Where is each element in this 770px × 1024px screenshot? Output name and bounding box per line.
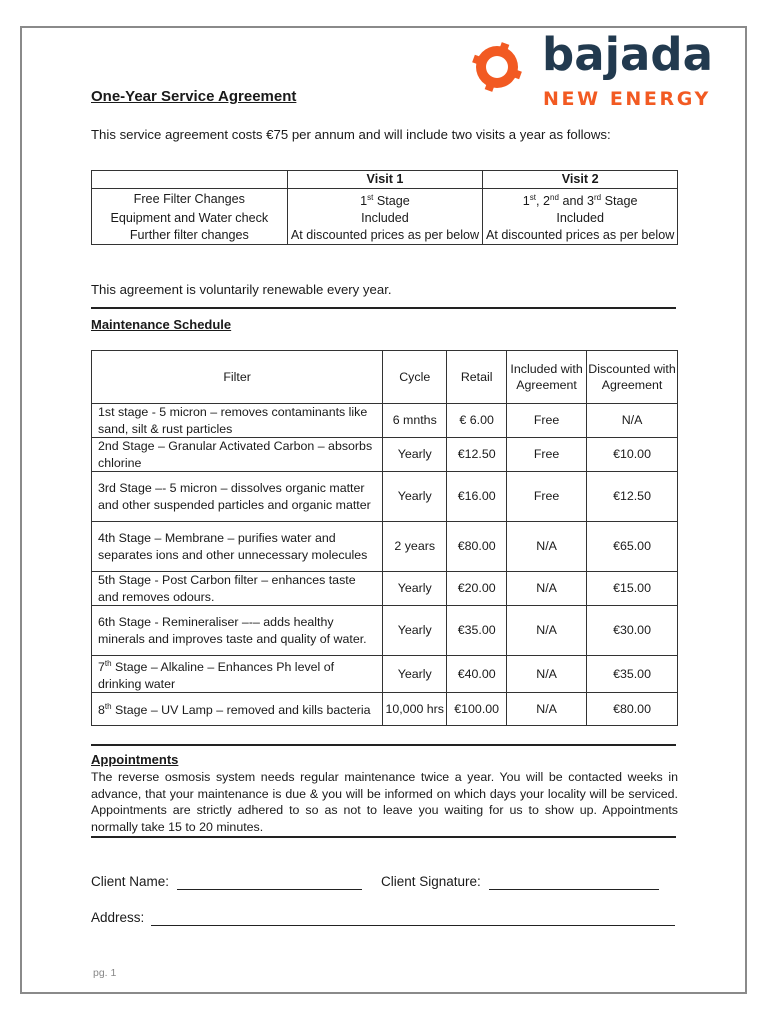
visits-header-visit2: Visit 2 — [483, 171, 678, 189]
cycle-cell: Yearly — [383, 438, 447, 472]
divider — [91, 836, 676, 838]
discounted-cell: €30.00 — [587, 606, 678, 656]
filter-description: 8th Stage – UV Lamp – removed and kills bacteria — [92, 693, 383, 726]
cycle-cell: Yearly — [383, 656, 447, 693]
filter-description: 3rd Stage –- 5 micron – dissolves organic matter and other suspended particles and organic matter — [92, 472, 383, 522]
retail-cell: €100.00 — [447, 693, 507, 726]
retail-cell: €12.50 — [447, 438, 507, 472]
included-cell: N/A — [507, 693, 587, 726]
table-row — [92, 656, 678, 693]
appointments-text: The reverse osmosis system needs regular maintenance twice a year. You will be contacted weeks in advance, that your maintenance is due & you will be informed on which days your locality will be serviced. Appointments are strictly adhered to so as not to leave you waiting for us to show up. Appointments normally take 15 to 20 minutes. — [91, 770, 678, 834]
intro-text: This service agreement costs €75 per annum and will include two visits a year as follows: — [91, 127, 611, 142]
discounted-cell: €35.00 — [587, 656, 678, 693]
visits-row-visit1: At discounted prices as per below — [287, 227, 483, 245]
included-cell: Free — [507, 438, 587, 472]
filter-description: 6th Stage - Remineraliser –-– adds healthy minerals and improves taste and quality of water. — [92, 606, 383, 656]
header-retail: Retail — [447, 351, 507, 404]
included-cell: Free — [507, 404, 587, 438]
retail-cell: €20.00 — [447, 572, 507, 606]
brand-tagline: NEW ENERGY — [543, 88, 711, 110]
discounted-cell: N/A — [587, 404, 678, 438]
filter-description: 2nd Stage – Granular Activated Carbon – absorbs chlorine — [92, 438, 383, 472]
visits-row-visit2: At discounted prices as per below — [483, 227, 678, 245]
maintenance-table — [91, 350, 678, 726]
visits-table — [91, 170, 678, 245]
visits-row — [92, 210, 678, 227]
table-row — [92, 606, 678, 656]
visits-row-visit2: 1st, 2nd and 3rd Stage — [483, 189, 678, 211]
discounted-cell: €80.00 — [587, 693, 678, 726]
renewal-note: This agreement is voluntarily renewable every year. — [91, 282, 392, 297]
retail-cell: €40.00 — [447, 656, 507, 693]
cycle-cell: 10,000 hrs — [383, 693, 447, 726]
header-included: Included with Agreement — [507, 351, 587, 404]
cycle-cell: Yearly — [383, 572, 447, 606]
visits-header-empty — [92, 171, 288, 189]
client-name-label: Client Name: — [91, 874, 170, 889]
retail-cell: € 6.00 — [447, 404, 507, 438]
table-row — [92, 404, 678, 438]
discounted-cell: €65.00 — [587, 522, 678, 572]
client-signature-field[interactable] — [489, 889, 659, 890]
filter-description: 1st stage - 5 micron – removes contaminants like sand, silt & rust particles — [92, 404, 383, 438]
header-discounted: Discounted with Agreement — [587, 351, 678, 404]
page-number: pg. 1 — [93, 967, 117, 979]
cycle-cell: 6 mnths — [383, 404, 447, 438]
table-row — [92, 693, 678, 726]
appointments-heading: Appointments — [91, 752, 179, 767]
table-row — [92, 522, 678, 572]
visits-row — [92, 227, 678, 245]
visits-row — [92, 189, 678, 211]
filter-description: 5th Stage - Post Carbon filter – enhances taste and removes odours. — [92, 572, 383, 606]
visits-row-label: Further filter changes — [92, 227, 288, 245]
retail-cell: €35.00 — [447, 606, 507, 656]
included-cell: N/A — [507, 522, 587, 572]
visits-header-row — [92, 171, 678, 189]
included-cell: N/A — [507, 656, 587, 693]
client-name-field[interactable] — [177, 889, 362, 890]
visits-header-visit1: Visit 1 — [287, 171, 483, 189]
visits-row-visit1: Included — [287, 210, 483, 227]
header-filter: Filter — [92, 351, 383, 404]
visits-row-visit2: Included — [483, 210, 678, 227]
maintenance-heading: Maintenance Schedule — [91, 317, 232, 332]
table-row — [92, 438, 678, 472]
cycle-cell: Yearly — [383, 472, 447, 522]
address-field[interactable] — [151, 925, 675, 926]
company-logo — [472, 28, 734, 112]
table-row — [92, 572, 678, 606]
visits-row-visit1: 1st Stage — [287, 189, 483, 211]
retail-cell: €80.00 — [447, 522, 507, 572]
discounted-cell: €15.00 — [587, 572, 678, 606]
address-label: Address: — [91, 910, 145, 925]
filter-description: 4th Stage – Membrane – purifies water and separates ions and other unnecessary molecules — [92, 522, 383, 572]
discounted-cell: €10.00 — [587, 438, 678, 472]
page-title: One-Year Service Agreement — [91, 88, 297, 105]
included-cell: N/A — [507, 572, 587, 606]
divider — [91, 744, 676, 746]
logo-mark-icon — [472, 42, 522, 92]
cycle-cell: Yearly — [383, 606, 447, 656]
client-signature-label: Client Signature: — [381, 874, 481, 889]
discounted-cell: €12.50 — [587, 472, 678, 522]
visits-row-label: Equipment and Water check — [92, 210, 288, 227]
header-cycle: Cycle — [383, 351, 447, 404]
included-cell: Free — [507, 472, 587, 522]
filter-description: 7th Stage – Alkaline – Enhances Ph level of drinking water — [92, 656, 383, 693]
maintenance-header-row — [92, 351, 678, 404]
table-row — [92, 472, 678, 522]
cycle-cell: 2 years — [383, 522, 447, 572]
brand-name: bajada — [542, 28, 713, 81]
retail-cell: €16.00 — [447, 472, 507, 522]
visits-row-label: Free Filter Changes — [92, 189, 288, 211]
included-cell: N/A — [507, 606, 587, 656]
divider — [91, 307, 676, 309]
